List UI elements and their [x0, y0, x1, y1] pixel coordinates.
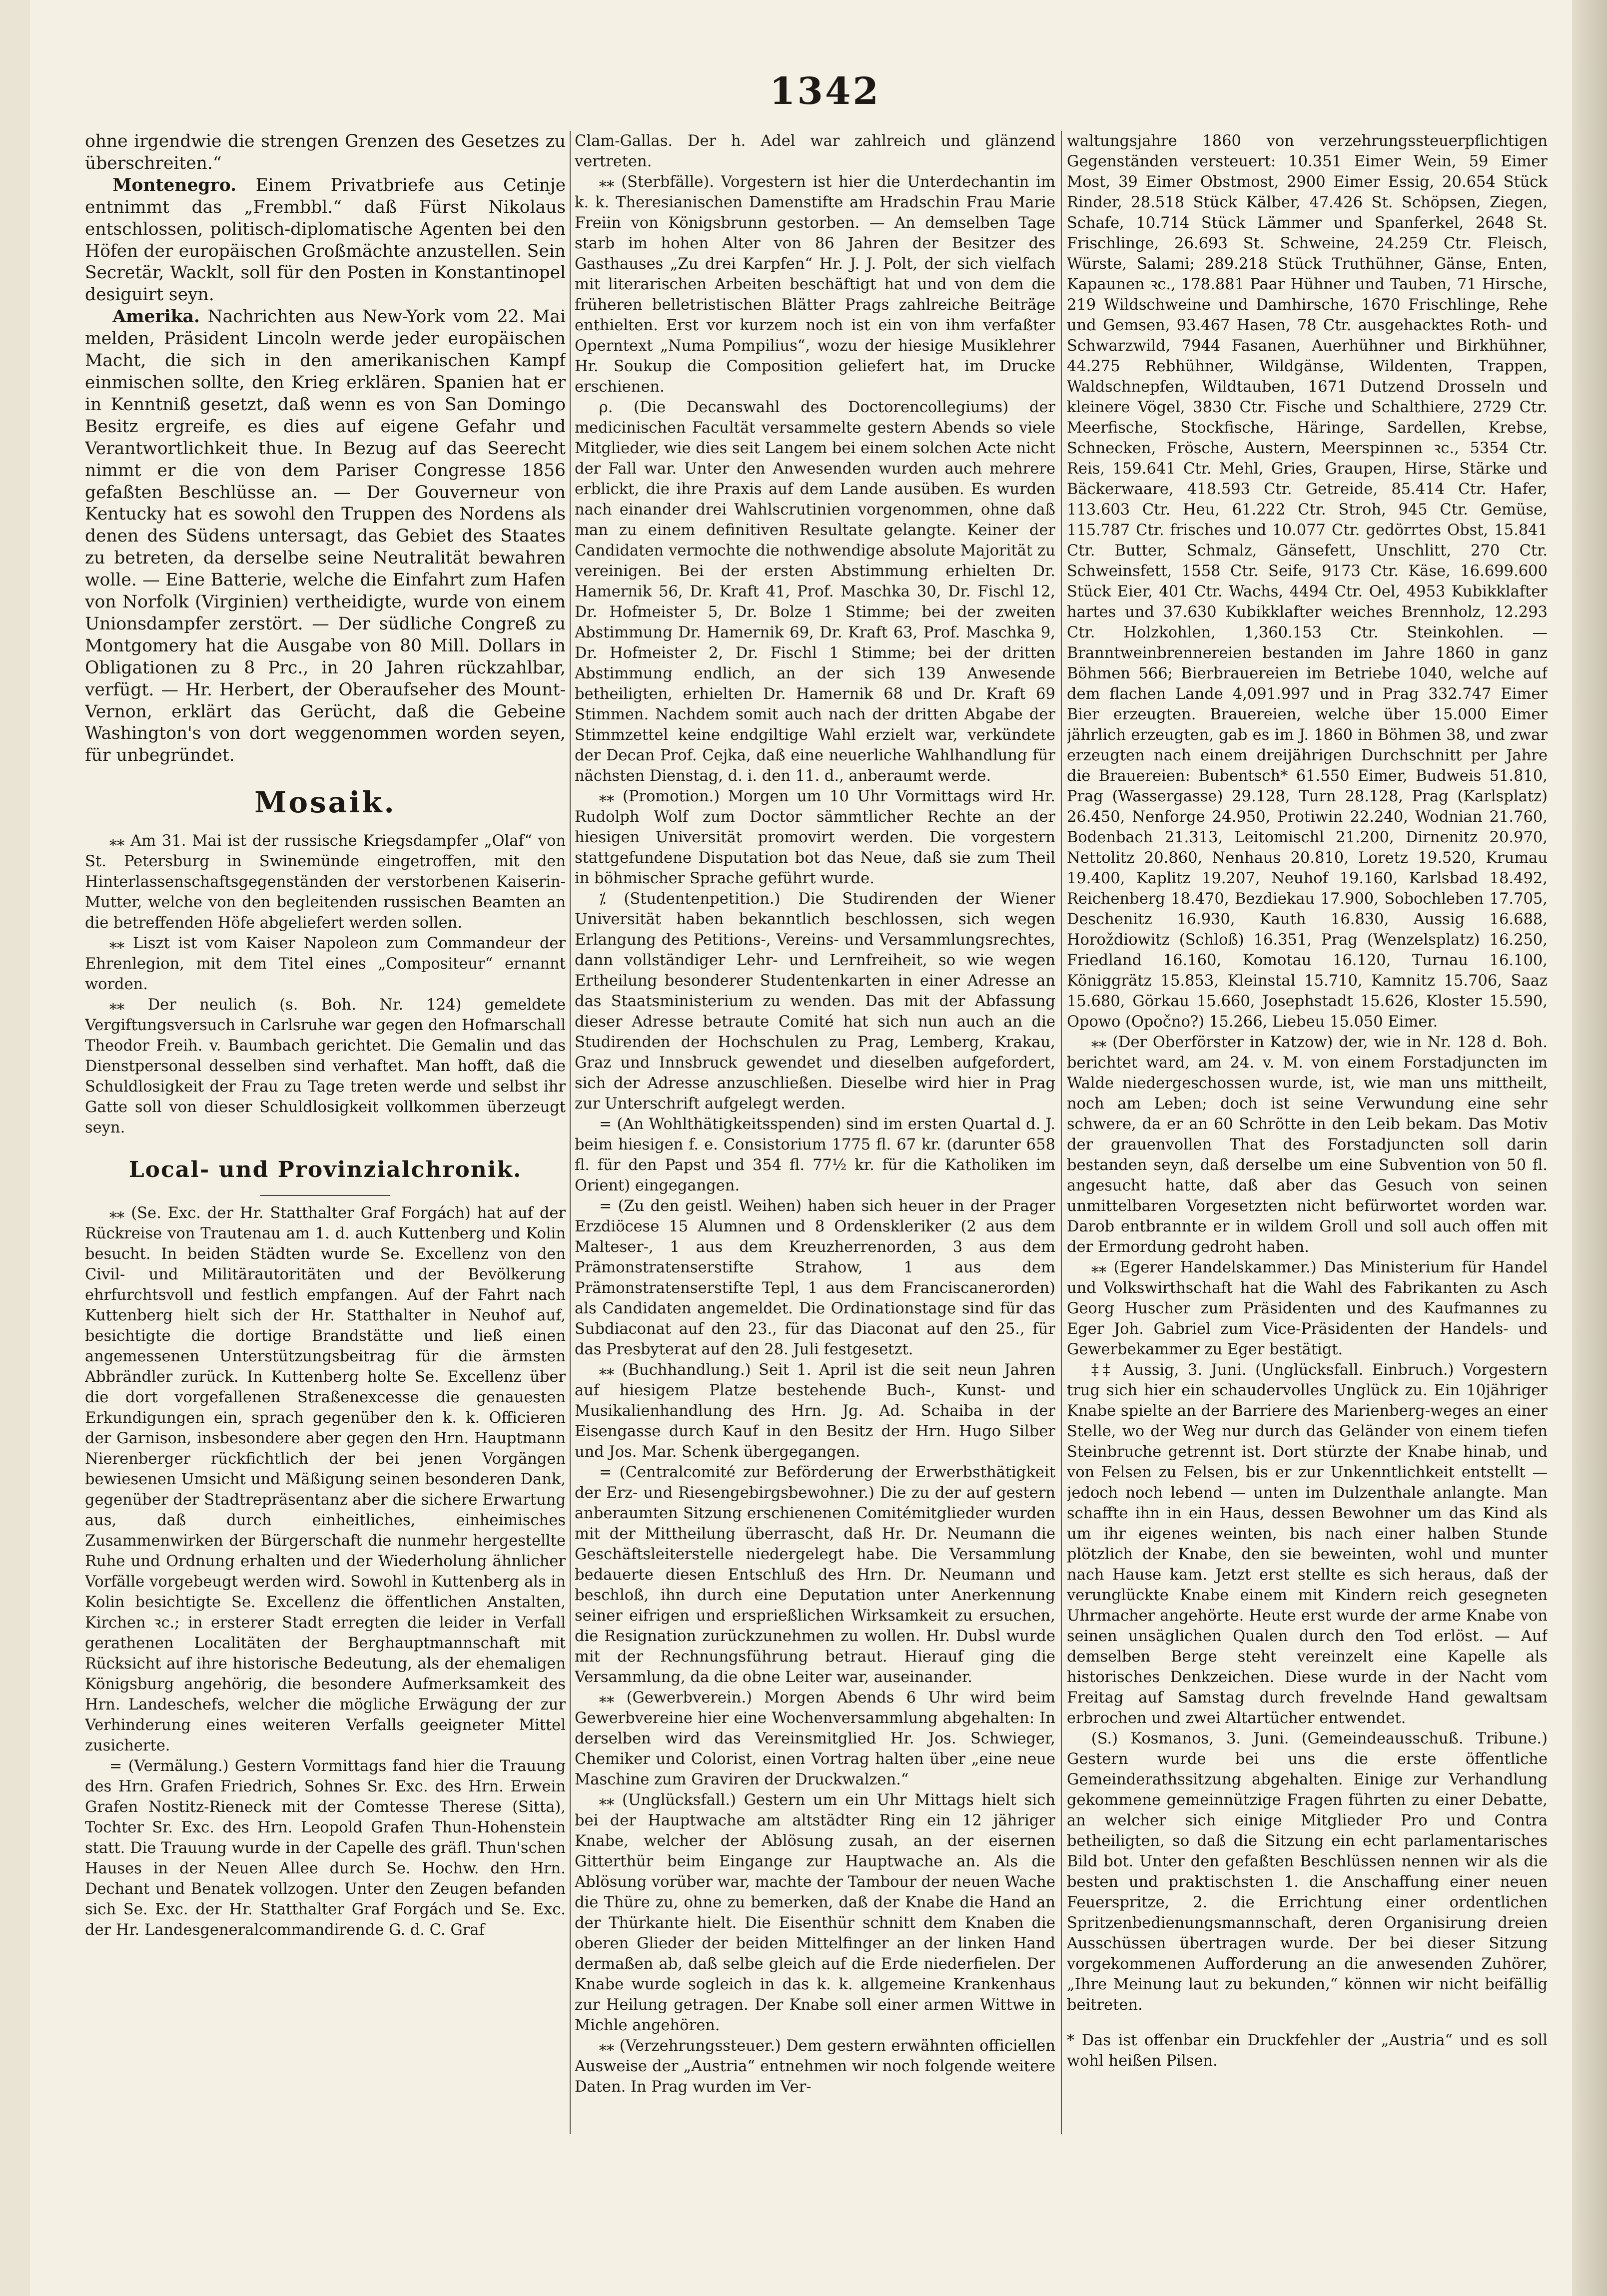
- paragraph-continuation: waltungsjahre 1860 von verzehrungssteuerpflichtigen Gegenständen versteuert: 10.351 Eimer Wein, 59 Eimer Most, 39 Eimer Obstmost, 2900 Eimer Essig, 20.654 Stück Rinder, 28.518 Stück Kälber, 47.426 St. Schöpsen, Ziegen, Schafe, 10.714 Stück Lämmer und Spanferkel, 2648 St. Frischlinge, 26.693 St. Schweine, 24.259 Ctr. Fleisch, Würste, Salami; 289.218 Stück Truthühner, Gänse, Enten, Kapaunen ꝛc., 178.881 Paar Hühner und Tauben, 71 Hirsche, 219 Wildschweine und Damhirsche, 1670 Frischlinge, Rehe und Gemsen, 93.467 Hasen, 78 Ctr. ausgehacktes Roth- und Schwarzwild, 7944 Fasanen, Auerhühner und Birkhühner, 44.275 Rebhühner, Wildgänse, Wildenten, Trappen, Waldschnepfen, Wildtauben, 1671 Dutzend Drosseln und kleinere Vögel, 3830 Ctr. Fische und Schalthiere, 2729 Ctr. Meerfische, Stockfische, Häringe, Sardellen, Krebse, Schnecken, Frösche, Austern, Meerspinnen ꝛc., 5354 Ctr. Reis, 159.641 Ctr. Mehl, Gries, Graupen, Hirse, Stärke und Bäckerwaare, 418.593 Ctr. Getreide, 85.414 Ctr. Hafer, 113.603 Ctr. Heu, 61.222 Ctr. Stroh, 945 Ctr. Gemüse, 115.787 Ctr. frisches und 10.077 Ctr. gedörrtes Obst, 15.841 Ctr. Butter, Schmalz, Gänsefett, Unschlitt, 270 Ctr. Schweinsfett, 1558 Ctr. Seife, 9173 Ctr. Käse, 16.699.600 Stück Eier, 401 Ctr. Wachs, 4494 Ctr. Oel, 4953 Kubikklafter hartes und 37.630 Kubikklafter weiches Brennholz, 12.293 Ctr. Holzkohlen, 1,360.153 Ctr. Steinkohlen. — Branntweinbrennereien bestanden im Jahre 1860 in ganz Böhmen 566; Bierbrauereien im Betriebe 1040, welche auf dem flachen Lande 4,091.997 und in Prag 332.747 Eimer Bier erzeugten. Brauereien, welche über 15.000 Eimer jährlich erzeugten, gab es im J. 1860 in Böhmen 38, und zwar erzeugten nach einem dreijährigen Durchschnitt per Jahre die Brauereien: Bubentsch* 61.550 Eimer, Budweis 51.810, Prag (Wassergasse) 29.128, Turn 28.128, Prag (Karlsplatz) 26.450, Nenforge 24.950, Protiwin 22.240, Wodnian 21.760, Bodenbach 21.313, Leitomischl 21.200, Dirnenitz 20.970, Nettolitz 20.860, Nenhaus 20.810, Loretz 19.520, Krumau 19.400, Kaplitz 19.207, Neuhof 19.160, Karlsbad 18.492, Reichenberg 18.470, Bezdiekau 17.900, Sobochleben 17.705, Deschenitz 16.930, Kauth 16.830, Aussig 16.688, Horoždiowitz (Schloß) 16.351, Prag (Wenzelsplatz) 16.250, Friedland 16.160, Komotau 16.120, Turnau 16.100, Königgrätz 15.853, Kleinstal 15.710, Kamnitz 15.706, Saaz 15.680, Görkau 15.660, Josephstadt 15.626, Kloster 15.590, Opowo (Opočno?) 15.266, Liebeu 15.050 Eimer.: [1067, 132, 1548, 1031]
- news-item: ⁎⁎ (Sterbfälle). Vorgestern ist hier die Unterdechantin im k. k. Theresianischen Damenstifte am Hradschin Frau Marie Freiin von Königsbrunn gestorben. — An demselben Tage starb im hohen Alter von 86 Jahren der Besitzer des Gasthauses „Zu drei Karpfen“ Hr. J. J. Polt, der sich vielfach mit literarischen Arbeiten beschäftigt hat und von dem die früheren belletristischen Blätter Prags zahlreiche Beiträge enthielten. Erst vor kurzem noch ist ein von ihm verfaßter Operntext „Numa Pompilius“, wozu der hiesige Musiklehrer Hr. Soukup die Composition geliefert hat, im Drucke erschienen.: [575, 173, 1055, 396]
- news-item: ⁎⁎ (Gewerbverein.) Morgen Abends 6 Uhr wird beim Gewerbvereine hier eine Wochenversammlung abgehalten: In derselben wird das Vereinsmitglied Hr. Jos. Schwieger, Chemiker und Colorist, einen Vortrag halten über „eine neue Maschine zum Graviren der Druckwalzen.“: [575, 1689, 1055, 1788]
- news-item: ⁎⁎ (Se. Exc. der Hr. Statthalter Graf Forgách) hat auf der Rückreise von Trautenau am 1. d. auch Kuttenberg und Kolin besucht. In beiden Städten wurde Se. Excellenz von den Civil- und Militärautoritäten und der Bevölkerung ehrfurchtsvoll und festlich empfangen. Auf der Fahrt nach Kuttenberg hielt sich der Hr. Statthalter in Neuhof auf, besichtigte die dortige Brandstätte und ließ einen angemessenen Unterstützungsbeitrag für die ärmsten Abbrändler zurück. In Kuttenberg holte Se. Excellenz über die dort vorgefallenen Straßenexcesse die genauesten Erkundigungen ein, sprach gegenüber den k. k. Officieren der Garnison, insbesondere aber gegen den Hrn. Hauptmann Nierenberger rückfichtlich der bei jenen Vorgängen bewiesenen Umsicht und Mäßigung seinen besonderen Dank, gegenüber der Stadtrepräsentanz aber die sichere Erwartung aus, daß durch einheitliches, einheimisches Zusammenwirken der Bürgerschaft die nunmehr hergestellte Ruhe und Ordnung erhalten und der Wiederholung ähnlicher Vorfälle vorgebeugt werden wird. Sowohl in Kuttenberg als in Kolin besichtigte Se. Excellenz die öffentlichen Anstalten, Kirchen ꝛc.; in ersterer Stadt erregten die leider in Verfall gerathenen Localitäten der Berghauptmannschaft mit Rücksicht auf ihre historische Bedeutung, als der ehemaligen Königsburg angehörig, die besondere Aufmerksamkeit des Hrn. Landeschefs, welcher die mögliche Erwägung der zur Verhinderung eines weiteren Verfalls geeigneter Mittel zusicherte.: [85, 1204, 566, 1755]
- mosaik-item: ⁎⁎ Liszt ist vom Kaiser Napoleon zum Commandeur der Ehrenlegion, mit dem Titel eines „Compositeur“ ernannt worden.: [85, 935, 566, 994]
- news-item: ⁎⁎ (Der Oberförster in Katzow) der, wie in Nr. 128 d. Boh. berichtet ward, am 24. v. M. von einem Forstadjuncten im Walde niedergeschossen wurde, ist, wie man uns mittheilt, noch am Leben; doch ist seine Verwundung eine sehr schwere, da er an 60 Schrötte in den Leib bekam. Das Motiv der grauenvollen That des Forstadjuncten soll darin bestanden seyn, daß derselbe um eine Subvention von 50 fl. angesucht hatte, daß aber das Gesuch von seinen unmittelbaren Vorgesetzten nicht befürwortet worden war. Darob entbrannte er in wildem Groll und soll auch offen mit der Ermordung gedroht haben.: [1067, 1034, 1548, 1256]
- column-2: [575, 131, 1055, 2264]
- dateline-montenegro: Montenegro.: [112, 175, 237, 195]
- news-item: ⁒ (Studentenpetition.) Die Studirenden der Wiener Universität haben bekanntlich beschlossen, sich wegen Erlangung des Petitions-, Vereins- und Versammlungsrechtes, dann vollständiger Lehr- und Lernfreiheit, so wie wegen Ertheilung besonderer Studentenkarten in einer Adresse an das Staatsministerium zu wenden. Das mit der Abfassung dieser Adresse betraute Comité hat sich nun auch an die Studirenden der Hochschulen zu Prag, Lemberg, Krakau, Graz und Innsbruck gewendet und dieselben aufgefordert, sich der Adresse anzuschließen. Dieselbe wird hier in Prag zur Unterschrift aufgelegt werden.: [575, 890, 1055, 1113]
- news-item: ‡‡ Aussig, 3. Juni. (Unglücksfall. Einbruch.) Vorgestern trug sich hier ein schaudervolles Unglück zu. Ein 10jähriger Knabe spielte an der Barriere des Marienberg-weges an einer Stelle, wo der Weg nur durch das Geländer von einem tiefen Steinbruche getrennt ist. Dort stürzte der Knabe hinab, und von Felsen zu Felsen, bis er zur Unkenntlichkeit entstellt — jedoch noch lebend — unten im Dulzenthale anlangte. Man schaffte ihn in ein Haus, dessen Bewohner um das Kind als um ihr eigenes weinten, bis nach einer halben Stunde plötzlich der Knabe, den sie beweinten, wohl und munter nach Hause kam. Jetzt erst stellte es sich heraus, daß der verunglückte Knabe einem mit Kindern reich gesegneten Uhrmacher angehörte. Heute erst wurde der arme Knabe von seinen unsäglichen Qualen durch den Tod erlöst. — Auf demselben Berge steht vereinzelt eine Kapelle als historisches Denkzeichen. Diese wurde in der Nacht vom Freitag auf Samstag durch frevelnde Hand gewaltsam erbrochen und zwei Altartücher entwendet.: [1067, 1361, 1548, 1727]
- news-item: = (Centralcomité zur Beförderung der Erwerbsthätigkeit der Erz- und Riesengebirgsbewohner.) Die zu der auf gestern anberaumten Sitzung erschienenen Comitémitglieder wurden mit der Mittheilung überrascht, daß Hr. Dr. Neumann die Geschäftsleiterstelle niedergelegt habe. Die Versammlung bedauerte diesen Entschluß des Hrn. Dr. Neumann und beschloß, ihn durch eine Deputation unter Anerkennung seiner eifrigen und ersprießlichen Wirksamkeit zu ersuchen, die Resignation zurückzunehmen zu wollen. Hr. Dubsl wurde mit der Rechnungsführung betraut. Hierauf ging die Versammlung, da die obne Leiter war, auseinander.: [575, 1464, 1055, 1686]
- dateline-amerika: Amerika.: [112, 307, 200, 327]
- news-item: = (Zu den geistl. Weihen) haben sich heuer in der Prager Erzdiöcese 15 Alumnen und 8 Ordenskleriker (2 aus dem Malteser-, 1 aus dem Kreuzherrenorden, 3 aus dem Prämonstratenserstifte Strahow, 1 aus dem Prämonstratenserstifte Tepl, 1 aus dem Franciscanerorden) als Candidaten angemeldet. Die Ordinationstage sind für das Subdiaconat auf den 23., für das Diaconat auf den 25., für das Presbyterat auf den 28. Juli festgesetzt.: [575, 1197, 1055, 1358]
- article-text: Einem Privatbriefe aus Cetinje entnimmt das „Frembbl.“ daß Fürst Nikolaus entschlossen, politisch-diplomatische Agenten bei den Höfen der europäischen Großmächte anzustellen. Sein Secretär, Wacklt, soll für den Posten in Konstantinopel desiguirt seyn.: [85, 175, 566, 305]
- news-item: ⁎⁎ (Verzehrungssteuer.) Dem gestern erwähnten officiellen Ausweise der „Austria“ entnehmen wir noch folgende weitere Daten. In Prag wurden im Ver-: [575, 2037, 1055, 2096]
- news-item: ⁎⁎ (Unglücksfall.) Gestern um ein Uhr Mittags hielt sich bei der Hauptwache am altstädter Ring ein 12 jähriger Knabe, welcher der Ablösung zusah, an der eisernen Gitterthür beim Eingange zur Hauptwache an. Als die Ablösung vorüber war, machte der Tambour der neuen Wache die Thüre zu, ohne zu bemerken, daß der Knabe die Hand an der Thürkante hielt. Die Eisenthür schnitt dem Knaben die oberen Glieder der beiden Mittelfinger an der linken Hand dermaßen ab, daß selbe gleich auf die Erde niederfielen. Der Knabe wurde sogleich in das k. k. allgemeine Krankenhaus zur Heilung getragen. Der Knabe soll einer armen Wittwe in Michle angehören.: [575, 1791, 1055, 2034]
- news-item: = (Vermälung.) Gestern Vormittags fand hier die Trauung des Hrn. Grafen Friedrich, Sohnes Sr. Exc. des Hrn. Erwein Grafen Nostitz-Rieneck mit der Comtesse Therese (Sitta), Tochter Sr. Exc. des Hrn. Leopold Grafen Thun-Hohenstein statt. Die Trauung wurde in der Capelle des gräfl. Thun'schen Hauses in der Neuen Allee durch Se. Hochw. den Hrn. Dechant und Benatek vollzogen. Unter den Zeugen befanden sich Se. Exc. der Hr. Statthalter Graf Forgách und Se. Exc. der Hr. Landesgeneralcommandirende G. d. C. Graf: [85, 1757, 566, 1939]
- news-item: ρ. (Die Decanswahl des Doctorencollegiums) der medicinischen Facultät versammelte gestern Abends so viele Mitglieder, wie dies seit Langem bei einem solchen Acte nicht der Fall war. Unter den Anwesenden wurden auch mehrere erblickt, die ihre Praxis auf dem Lande ausüben. Es wurden nach einander drei Wahlscrutinien vorgenommen, ohne daß man zu einem definitiven Resultate gelangte. Keiner der Candidaten vermochte die nothwendige absolute Majorität zu vereinigen. Bei der ersten Abstimmung erhielten Dr. Hamernik 56, Dr. Kraft 41, Prof. Maschka 30, Dr. Fischl 12, Dr. Hofmeister 5, Dr. Bolze 1 Stimme; bei der zweiten Abstimmung Dr. Hamernik 69, Dr. Kraft 63, Prof. Maschka 9, Dr. Hofmeister 2, Dr. Fischl 1 Stimme; bei der dritten Abstimmung endlich, an der sich 139 Anwesende betheiligten, erhielten Dr. Hamernik 68 und Dr. Kraft 69 Stimmen. Nachdem somit auch nach der dritten Abgabe der Stimmzettel keine endgiltige Wahl erzielt war, verkündete der Decan Prof. Cejka, daß eine neuerliche Wahlhandlung für nächsten Dienstag, d. i. den 11. d., anberaumt werde.: [575, 399, 1055, 785]
- mosaik-item: ⁎⁎ Am 31. Mai ist der russische Kriegsdampfer „Olaf“ von St. Petersburg in Swinemünde eingetroffen, mit den Hinterlassenschaftsgegenständen der verstorbenen Kaiserin-Mutter, welche von den begleitenden russischen Beamten an die betreffenden Höfe abgeliefert werden sollen.: [85, 832, 566, 932]
- article-text: Nachrichten aus New-York vom 22. Mai melden, Präsident Lincoln werde jeder europäischen Macht, die sich in den amerikanischen Kampf einmischen sollte, den Krieg erklären. Spanien hat er in Kenntniß gesetzt, daß wenn es von San Domingo Besitz ergreife, es dies auf eigene Gefahr und Verantwortlichkeit thue. In Bezug auf das Seerecht nimmt er die von dem Pariser Congresse 1856 gefaßten Beschlüsse an. — Der Gouverneur von Kentucky hat es sowohl den Truppen des Nordens als denen des Südens untersagt, das Gebiet des Staates zu betreten, da derselbe seine Neutralität bewahren wolle. — Eine Batterie, welche die Einfahrt zum Hafen von Norfolk (Virginien) vertheidigte, wurde von einem Unionsdampfer zerstört. — Der südliche Congreß zu Montgomery hat die Ausgabe von 80 Mill. Dollars in Obligationen zu 8 Prc., in 20 Jahren rückzahlbar, verfügt. — Hr. Herbert, der Oberaufseher des Mount-Vernon, erklärt das Gerücht, daß die Gebeine Washington's von dort weggenommen worden seyen, für unbegründet.: [85, 307, 566, 766]
- article-montenegro: [85, 175, 566, 306]
- section-heading-local: Local- und Provinzialchronik.: [128, 1157, 522, 1183]
- page-edge: [1572, 0, 1607, 2296]
- mosaik-item: ⁎⁎ Der neulich (s. Boh. Nr. 124) gemeldete Vergiftungsversuch in Carlsruhe war gegen den Hofmarschall Theodor Freih. v. Baumbach gerichtet. Die Gemalin und das Dienstpersonal desselben sind verhaftet. Man hofft, daß die Schuldlosigkeit der Frau zu Tage treten werde und selbst ihr Gatte soll von dieser Schuldlosigkeit vollkommen überzeugt seyn.: [85, 996, 566, 1137]
- paragraph-continuation: Clam-Gallas. Der h. Adel war zahlreich und glänzend vertreten.: [575, 132, 1055, 170]
- page-number: 1342: [770, 70, 880, 113]
- news-item: ⁎⁎ (Promotion.) Morgen um 10 Uhr Vormittags wird Hr. Rudolph Wolf zum Doctor sämmtlicher Rechte an der hiesigen Universität promovirt werden. Die vorgestern stattgefundene Disputation bot das Neue, daß sie zum Theil in böhmischer Sprache geführt wurde.: [575, 788, 1055, 887]
- section-rule: [260, 1195, 390, 1196]
- section-heading-mosaik: Mosaik.: [254, 785, 396, 820]
- column-1: [85, 131, 566, 2264]
- news-item: ⁎⁎ (Egerer Handelskammer.) Das Ministerium für Handel und Volkswirthschaft hat die Wahl des Fabrikanten zu Asch Georg Huscher zum Präsidenten und des Kaufmannes zu Eger Joh. Gabriel zum Vice-Präsidenten der Handels- und Gewerbekammer zu Eger bestätigt.: [1067, 1259, 1548, 1358]
- paragraph-continuation: ohne irgendwie die strengen Grenzen des Gesetzes zu überschreiten.“: [85, 131, 566, 173]
- column-rule-right: [1061, 131, 1062, 2134]
- newspaper-page: [30, 0, 1574, 2296]
- article-amerika: [85, 306, 566, 767]
- column-rule-left: [570, 131, 571, 2134]
- news-item: ⁎⁎ (Buchhandlung.) Seit 1. April ist die seit neun Jahren auf hiesigem Platze bestehende Buch-, Kunst- und Musikalienhandlung des Hrn. Jg. Ad. Schaiba in der Eisengasse durch Kauf in den Besitz der Hrn. Hugo Silber und Jos. Mar. Schenk übergegangen.: [575, 1361, 1055, 1461]
- news-item: = (An Wohlthätigkeitsspenden) sind im ersten Quartal d. J. beim hiesigen f. e. Consistorium 1775 fl. 67 kr. (darunter 658 fl. für den Papst und 354 fl. 77½ kr. für die Katholiken im Orient) eingegangen.: [575, 1116, 1055, 1194]
- news-item: (S.) Kosmanos, 3. Juni. (Gemeindeausschuß. Tribune.) Gestern wurde bei uns die erste öffentliche Gemeinderathssitzung abgehalten. Einige zur Verhandlung gekommene gemeinnützige Fragen führten zu einer Debatte, an welcher sich einige Mitglieder Pro und Contra betheiligten, so daß die Sitzung ein echt parlamentarisches Bild bot. Unter den gefaßten Beschlüssen nennen wir als die besten und praktischsten 1. die Anschaffung einer neuen Feuerspritze, 2. die Errichtung einer ordentlichen Spritzenbedienungsmannschaft, deren Organisirung dreien Ausschüssen übertragen wurde. Der bei dieser Sitzung vorgekommenen Aufforderung an die anwesenden Zuhörer, „Ihre Meinung laut zu bekunden,“ können wir nicht beifällig beitreten.: [1067, 1730, 1548, 2014]
- footnote: * Das ist offenbar ein Druckfehler der „Austria“ und es soll wohl heißen Pilsen.: [1067, 2032, 1548, 2070]
- column-3: [1067, 131, 1548, 2264]
